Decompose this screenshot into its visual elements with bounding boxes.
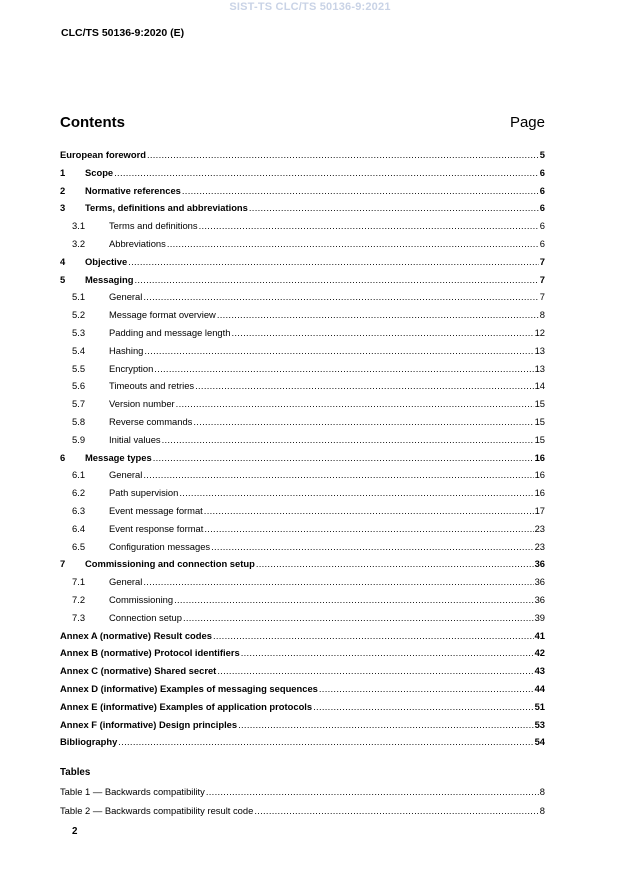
toc-entry-number: 5.2 [72,309,86,321]
toc-entry-number: 1 [60,166,66,178]
toc-entry-number: 7.3 [72,611,86,623]
leader-dots [179,484,533,502]
toc-entry[interactable] [60,360,545,378]
toc-entry-number: 5.4 [72,344,86,356]
toc-entry[interactable] [60,395,545,413]
toc-entry[interactable] [60,627,545,645]
toc-entry-title: Objective [85,255,128,267]
toc-entry[interactable] [60,782,545,801]
toc-entry[interactable] [60,235,545,253]
toc-entry-title: Messaging [85,273,134,285]
toc-entry-title: Timeouts and retries [109,380,195,392]
toc-entry-number: 7 [60,558,66,570]
leader-dots [217,662,533,680]
toc-entry[interactable] [60,520,545,538]
leader-dots [193,413,533,431]
leader-dots [143,466,533,484]
toc-entry-number: 3 [60,202,66,214]
toc-entry[interactable] [60,609,545,627]
toc-entry-page: 7 [539,291,545,303]
toc-entry-number: 6.2 [72,487,86,499]
page-column-label: Page [509,114,545,131]
leader-dots [238,716,533,734]
toc-entry-title: General [109,576,143,588]
toc-entry-page: 13 [534,344,545,356]
toc-entry-title: Encryption [109,362,154,374]
leader-dots [199,217,539,235]
toc-entry-page: 42 [534,647,545,659]
toc-entry-title: Annex B (normative) Protocol identifiers [60,647,240,659]
toc-entry-page: 8 [539,309,545,321]
toc-entry-page: 17 [534,504,545,516]
toc-entry-page: 23 [534,522,545,534]
leader-dots [249,199,539,217]
toc-entry[interactable] [60,573,545,591]
toc-entry-page: 41 [534,629,545,641]
toc-entry-title: General [109,469,143,481]
toc-entry-title: Annex F (informative) Design principles [60,718,238,730]
toc-entry-title: Commissioning [109,593,174,605]
toc-entry-page: 23 [534,540,545,552]
toc-entry-title: Scope [85,166,114,178]
leader-dots [213,627,534,645]
toc-entry-title: Reverse commands [109,415,193,427]
toc-entry-title: Hashing [109,344,144,356]
toc-entry[interactable] [60,164,545,182]
toc-entry[interactable] [60,538,545,556]
toc-entry-page: 13 [534,362,545,374]
toc-entry-title: Terms, definitions and abbreviations [85,202,248,214]
leader-dots [211,538,533,556]
toc-entry[interactable] [60,449,545,467]
toc-entry-page: 14 [534,380,545,392]
toc-entry[interactable] [60,146,545,164]
toc-entry-page: 15 [534,433,545,445]
toc-entry-page: 16 [534,451,545,463]
toc-entry-number: 2 [60,184,66,196]
toc-entry[interactable] [60,716,545,734]
toc-entry-title: Connection setup [109,611,182,623]
toc-entry-page: 6 [539,166,545,178]
toc-entry[interactable] [60,502,545,520]
leader-dots [256,555,534,573]
toc-entry-page: 53 [534,718,545,730]
toc-entry-title: Configuration messages [109,540,211,552]
table-of-contents [60,146,545,751]
toc-entry-page: 5 [539,149,545,160]
toc-entry-number: 6.1 [72,469,86,481]
toc-entry-page: 15 [534,415,545,427]
toc-entry[interactable] [60,324,545,342]
leader-dots [114,164,539,182]
toc-entry[interactable] [60,217,545,235]
toc-entry-title: Annex A (normative) Result codes [60,629,212,641]
leader-dots [206,782,539,801]
toc-entry-page: 36 [534,558,545,570]
toc-entry[interactable] [60,431,545,449]
toc-entry-page: 44 [534,682,545,694]
page-number: 2 [72,826,78,837]
toc-entry-title: Annex E (informative) Examples of application protocols [60,700,313,712]
toc-entry-number: 5.9 [72,433,86,445]
toc-entry[interactable] [60,698,545,716]
toc-entry-title: Table 1 — Backwards compatibility [60,786,205,797]
toc-entry-number: 6.3 [72,504,86,516]
toc-entry-page: 15 [534,398,545,410]
leader-dots [162,431,534,449]
toc-entry-number: 5 [60,273,66,285]
toc-entry-title: Version number [109,398,175,410]
toc-entry-number: 3.2 [72,237,86,249]
toc-entry-title: Initial values [109,433,161,445]
toc-entry-title: Message types [85,451,152,463]
toc-entry-page: 7 [539,255,545,267]
toc-entry[interactable] [60,466,545,484]
document-id: CLC/TS 50136-9:2020 (E) [61,27,185,39]
toc-entry[interactable] [60,801,545,820]
leader-dots [143,288,538,306]
toc-entry[interactable] [60,484,545,502]
toc-entry-number: 5.3 [72,326,86,338]
toc-entry-page: 54 [534,736,545,748]
toc-entry-page: 39 [534,611,545,623]
leader-dots [195,377,533,395]
toc-entry-page: 6 [539,202,545,214]
toc-entry[interactable] [60,288,545,306]
contents-title: Contents [60,114,125,131]
toc-entry-title: Normative references [85,184,181,196]
toc-entry-number: 7.2 [72,593,86,605]
toc-entry-title: Annex D (informative) Examples of messaging sequences [60,682,318,694]
tables-heading: Tables [60,767,91,778]
toc-entry-page: 16 [534,487,545,499]
toc-entry-page: 36 [534,576,545,588]
leader-dots [182,182,539,200]
toc-entry-number: 3.1 [72,220,86,232]
leader-dots [313,698,533,716]
toc-entry-number: 5.5 [72,362,86,374]
toc-entry[interactable] [60,733,545,751]
leader-dots [134,271,538,289]
toc-entry-title: Event response format [109,522,204,534]
toc-entry[interactable] [60,413,545,431]
toc-entry[interactable] [60,662,545,680]
toc-entry-title: European foreword [60,149,146,160]
toc-entry[interactable] [60,271,545,289]
leader-dots [128,253,539,271]
toc-entry-title: Table 2 — Backwards compatibility result code [60,805,254,816]
toc-entry-page: 51 [534,700,545,712]
toc-entry-title: Message format overview [109,309,216,321]
leader-dots [176,395,534,413]
toc-entry-page: 7 [539,273,545,285]
toc-entry-page: 16 [534,469,545,481]
toc-entry-number: 4 [60,255,66,267]
toc-entry-title: General [109,291,143,303]
toc-entry-title: Bibliography [60,736,118,748]
leader-dots [153,449,534,467]
toc-entry[interactable] [60,644,545,662]
toc-entry-page: 6 [539,184,545,196]
toc-entry[interactable] [60,199,545,217]
toc-entry[interactable] [60,182,545,200]
leader-dots [217,306,539,324]
toc-entry-page: 8 [539,805,545,816]
toc-entry-number: 5.1 [72,291,86,303]
leader-dots [204,502,534,520]
leader-dots [183,609,534,627]
leader-dots [143,573,533,591]
list-of-tables [60,782,545,820]
toc-entry[interactable] [60,342,545,360]
toc-entry-title: Annex C (normative) Shared secret [60,665,217,677]
toc-entry-title: Commissioning and connection setup [85,558,255,570]
leader-dots [118,733,533,751]
leader-dots [231,324,533,342]
toc-entry-number: 6 [60,451,66,463]
toc-entry[interactable] [60,555,545,573]
leader-dots [254,801,538,820]
leader-dots [204,520,533,538]
toc-entry-number: 5.8 [72,415,86,427]
toc-entry-page: 12 [534,326,545,338]
toc-entry-number: 5.7 [72,398,86,410]
watermark: SIST-TS CLC/TS 50136-9:2021 [229,1,391,13]
toc-entry[interactable] [60,680,545,698]
toc-entry-number: 6.4 [72,522,86,534]
toc-entry[interactable] [60,306,545,324]
toc-entry[interactable] [60,377,545,395]
leader-dots [147,146,539,164]
toc-entry-page: 36 [534,593,545,605]
toc-entry-title: Padding and message length [109,326,231,338]
leader-dots [154,360,533,378]
toc-entry-title: Path supervision [109,487,179,499]
toc-entry-number: 6.5 [72,540,86,552]
leader-dots [319,680,534,698]
leader-dots [174,591,533,609]
leader-dots [144,342,533,360]
toc-entry-title: Abbreviations [109,237,166,249]
toc-entry[interactable] [60,591,545,609]
toc-entry-page: 8 [539,786,545,797]
toc-entry-page: 6 [539,220,545,232]
leader-dots [241,644,534,662]
toc-entry-page: 6 [539,237,545,249]
toc-entry-page: 43 [534,665,545,677]
toc-entry[interactable] [60,253,545,271]
toc-entry-number: 5.6 [72,380,86,392]
toc-entry-title: Terms and definitions [109,220,198,232]
toc-entry-number: 7.1 [72,576,86,588]
leader-dots [167,235,539,253]
toc-entry-title: Event message format [109,504,203,516]
